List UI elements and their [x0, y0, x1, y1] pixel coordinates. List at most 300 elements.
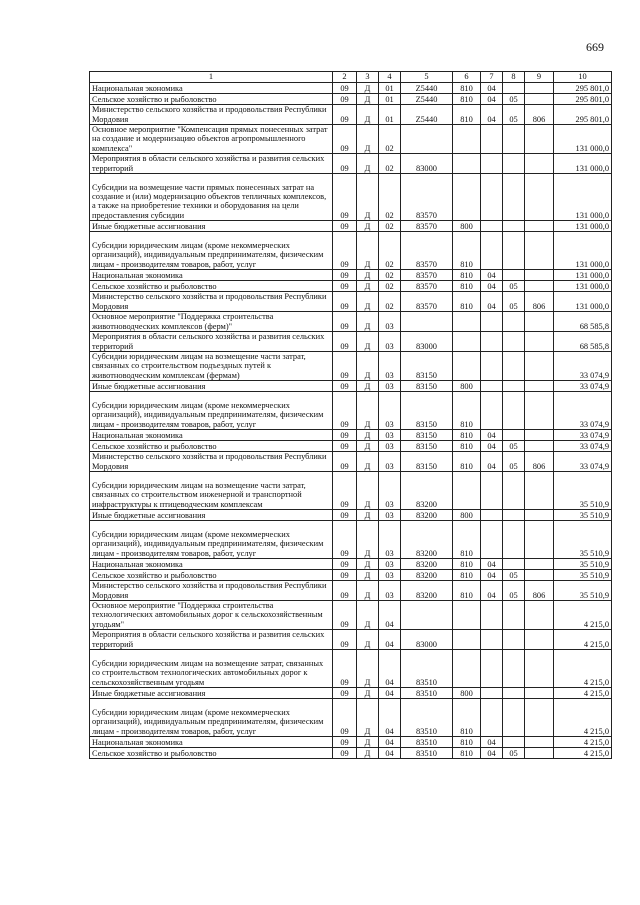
- row-code-cell: [453, 630, 481, 650]
- row-code-cell: 02: [379, 125, 401, 154]
- row-code-cell: 83200: [401, 559, 453, 570]
- row-code-cell: [503, 125, 525, 154]
- row-code-cell: [481, 601, 503, 630]
- table-row: [90, 281, 612, 292]
- row-code-cell: Д: [357, 392, 379, 430]
- row-code-cell: 810: [453, 581, 481, 601]
- row-code-cell: Д: [357, 281, 379, 292]
- row-code-cell: 04: [481, 281, 503, 292]
- row-code-cell: [525, 441, 554, 452]
- row-code-cell: 04: [481, 570, 503, 581]
- row-code-cell: 810: [453, 748, 481, 759]
- row-code-cell: [503, 392, 525, 430]
- row-code-cell: [481, 650, 503, 688]
- row-code-cell: 806: [525, 105, 554, 125]
- header-cell: 1: [90, 72, 333, 83]
- row-code-cell: [453, 174, 481, 221]
- table-row: [90, 270, 612, 281]
- row-name-cell: Субсидии юридическим лицам (кроме некоммерческих организаций), индивидуальным предпринимателям, физическим лицам - производителям товаров, работ, услуг: [90, 699, 333, 737]
- row-code-cell: 810: [453, 452, 481, 472]
- table-row: [90, 154, 612, 174]
- row-code-cell: 03: [379, 430, 401, 441]
- row-amount-cell: 35 510,9: [554, 570, 612, 581]
- table-row: [90, 699, 612, 737]
- row-amount-cell: 295 801,0: [554, 105, 612, 125]
- row-code-cell: 83570: [401, 232, 453, 270]
- row-code-cell: Д: [357, 174, 379, 221]
- row-code-cell: [525, 221, 554, 232]
- page-number: 669: [586, 40, 604, 54]
- header-cell: 3: [357, 72, 379, 83]
- row-code-cell: Z5440: [401, 83, 453, 94]
- row-amount-cell: 35 510,9: [554, 521, 612, 559]
- row-code-cell: 806: [525, 292, 554, 312]
- row-code-cell: [525, 699, 554, 737]
- row-code-cell: 810: [453, 441, 481, 452]
- row-code-cell: Д: [357, 581, 379, 601]
- row-code-cell: 05: [503, 94, 525, 105]
- row-code-cell: 800: [453, 381, 481, 392]
- row-name-cell: Сельское хозяйство и рыболовство: [90, 748, 333, 759]
- row-amount-cell: 131 000,0: [554, 281, 612, 292]
- row-amount-cell: 33 074,9: [554, 392, 612, 430]
- row-code-cell: 09: [333, 174, 357, 221]
- row-code-cell: 810: [453, 521, 481, 559]
- row-code-cell: [525, 125, 554, 154]
- row-code-cell: 83150: [401, 452, 453, 472]
- row-code-cell: Д: [357, 630, 379, 650]
- row-code-cell: 09: [333, 332, 357, 352]
- row-amount-cell: 4 215,0: [554, 699, 612, 737]
- row-amount-cell: 35 510,9: [554, 472, 612, 510]
- row-code-cell: [503, 174, 525, 221]
- row-code-cell: 83200: [401, 570, 453, 581]
- row-code-cell: 09: [333, 392, 357, 430]
- row-code-cell: 09: [333, 312, 357, 332]
- table-row: [90, 452, 612, 472]
- row-code-cell: 83510: [401, 699, 453, 737]
- row-code-cell: [453, 312, 481, 332]
- row-code-cell: 83150: [401, 430, 453, 441]
- row-code-cell: 09: [333, 83, 357, 94]
- row-name-cell: Субсидии юридическим лицам на возмещение части затрат, связанных со строительством подъездных путей к животноводческим комплексам (фермам): [90, 352, 333, 381]
- row-code-cell: 03: [379, 521, 401, 559]
- row-code-cell: Z5440: [401, 94, 453, 105]
- row-code-cell: [503, 737, 525, 748]
- row-code-cell: 05: [503, 581, 525, 601]
- row-code-cell: [525, 570, 554, 581]
- row-code-cell: [481, 221, 503, 232]
- row-code-cell: 05: [503, 570, 525, 581]
- row-name-cell: Министерство сельского хозяйства и продовольствия Республики Мордовия: [90, 581, 333, 601]
- row-code-cell: Д: [357, 125, 379, 154]
- row-amount-cell: 4 215,0: [554, 650, 612, 688]
- row-amount-cell: 295 801,0: [554, 94, 612, 105]
- row-code-cell: [503, 352, 525, 381]
- row-code-cell: 02: [379, 270, 401, 281]
- row-code-cell: [525, 559, 554, 570]
- row-code-cell: Д: [357, 601, 379, 630]
- row-code-cell: 03: [379, 581, 401, 601]
- row-code-cell: Д: [357, 105, 379, 125]
- table-row: [90, 332, 612, 352]
- row-code-cell: 04: [481, 748, 503, 759]
- row-code-cell: [481, 174, 503, 221]
- row-name-cell: Национальная экономика: [90, 559, 333, 570]
- row-code-cell: [503, 154, 525, 174]
- row-name-cell: Субсидии юридическим лицам на возмещение затрат, связанных со строительством технологических автомобильных дорог к сельскохозяйственным угодьям: [90, 650, 333, 688]
- row-amount-cell: 4 215,0: [554, 748, 612, 759]
- row-code-cell: 09: [333, 521, 357, 559]
- row-code-cell: 09: [333, 452, 357, 472]
- row-code-cell: 03: [379, 570, 401, 581]
- row-name-cell: Сельское хозяйство и рыболовство: [90, 94, 333, 105]
- row-code-cell: [481, 688, 503, 699]
- row-amount-cell: 33 074,9: [554, 352, 612, 381]
- row-amount-cell: 131 000,0: [554, 292, 612, 312]
- row-code-cell: 04: [379, 650, 401, 688]
- row-code-cell: 83570: [401, 281, 453, 292]
- budget-table: [89, 71, 612, 759]
- row-code-cell: 09: [333, 510, 357, 521]
- row-name-cell: Иные бюджетные ассигнования: [90, 381, 333, 392]
- row-name-cell: Мероприятия в области сельского хозяйства и развития сельских территорий: [90, 332, 333, 352]
- row-code-cell: [401, 125, 453, 154]
- row-amount-cell: 33 074,9: [554, 441, 612, 452]
- row-code-cell: [401, 601, 453, 630]
- row-code-cell: 09: [333, 570, 357, 581]
- row-code-cell: 09: [333, 559, 357, 570]
- row-code-cell: 03: [379, 312, 401, 332]
- row-code-cell: [525, 521, 554, 559]
- table-row: [90, 292, 612, 312]
- row-code-cell: [525, 748, 554, 759]
- row-code-cell: 09: [333, 352, 357, 381]
- row-code-cell: [503, 699, 525, 737]
- row-amount-cell: 33 074,9: [554, 381, 612, 392]
- row-name-cell: Сельское хозяйство и рыболовство: [90, 441, 333, 452]
- row-name-cell: Иные бюджетные ассигнования: [90, 688, 333, 699]
- row-amount-cell: 4 215,0: [554, 630, 612, 650]
- row-code-cell: [481, 699, 503, 737]
- row-code-cell: 810: [453, 83, 481, 94]
- row-code-cell: 83570: [401, 270, 453, 281]
- row-code-cell: 09: [333, 441, 357, 452]
- table-row: [90, 521, 612, 559]
- row-code-cell: 05: [503, 292, 525, 312]
- row-code-cell: 83570: [401, 174, 453, 221]
- row-code-cell: [481, 392, 503, 430]
- row-code-cell: 09: [333, 430, 357, 441]
- row-amount-cell: 131 000,0: [554, 270, 612, 281]
- table-row: [90, 312, 612, 332]
- row-code-cell: Z5440: [401, 105, 453, 125]
- row-code-cell: Д: [357, 312, 379, 332]
- row-code-cell: [503, 83, 525, 94]
- row-name-cell: Субсидии юридическим лицам на возмещение части затрат, связанных со строительством инженерной и транспортной инфраструктуры к птицеводческим комплексам: [90, 472, 333, 510]
- row-code-cell: 83150: [401, 441, 453, 452]
- row-code-cell: 83000: [401, 154, 453, 174]
- table-row: [90, 441, 612, 452]
- row-code-cell: 806: [525, 452, 554, 472]
- row-code-cell: 04: [481, 94, 503, 105]
- table-row: [90, 581, 612, 601]
- row-code-cell: 09: [333, 601, 357, 630]
- row-code-cell: [525, 601, 554, 630]
- row-code-cell: 09: [333, 232, 357, 270]
- row-amount-cell: 131 000,0: [554, 232, 612, 270]
- row-code-cell: 09: [333, 688, 357, 699]
- row-code-cell: Д: [357, 381, 379, 392]
- row-code-cell: 02: [379, 154, 401, 174]
- header-cell: 10: [554, 72, 612, 83]
- row-code-cell: 83150: [401, 392, 453, 430]
- row-code-cell: 05: [503, 452, 525, 472]
- row-code-cell: [525, 83, 554, 94]
- row-code-cell: Д: [357, 699, 379, 737]
- row-code-cell: 05: [503, 281, 525, 292]
- row-code-cell: 04: [379, 748, 401, 759]
- row-code-cell: 04: [481, 83, 503, 94]
- row-code-cell: [525, 737, 554, 748]
- row-code-cell: Д: [357, 430, 379, 441]
- row-code-cell: 02: [379, 174, 401, 221]
- row-name-cell: Мероприятия в области сельского хозяйства и развития сельских территорий: [90, 154, 333, 174]
- row-code-cell: 04: [379, 601, 401, 630]
- row-name-cell: Национальная экономика: [90, 83, 333, 94]
- row-name-cell: Иные бюджетные ассигнования: [90, 221, 333, 232]
- row-code-cell: [503, 521, 525, 559]
- row-name-cell: Национальная экономика: [90, 430, 333, 441]
- table-row: [90, 174, 612, 221]
- row-code-cell: Д: [357, 270, 379, 281]
- row-code-cell: [525, 270, 554, 281]
- row-code-cell: 03: [379, 510, 401, 521]
- row-amount-cell: 33 074,9: [554, 452, 612, 472]
- row-code-cell: [481, 472, 503, 510]
- row-code-cell: [453, 154, 481, 174]
- row-code-cell: [503, 650, 525, 688]
- row-code-cell: [503, 630, 525, 650]
- row-code-cell: Д: [357, 452, 379, 472]
- header-cell: 7: [481, 72, 503, 83]
- row-code-cell: [401, 312, 453, 332]
- row-code-cell: [503, 332, 525, 352]
- row-name-cell: Сельское хозяйство и рыболовство: [90, 281, 333, 292]
- table-row: [90, 221, 612, 232]
- row-code-cell: [503, 381, 525, 392]
- row-code-cell: [525, 232, 554, 270]
- header-cell: 5: [401, 72, 453, 83]
- row-code-cell: 800: [453, 510, 481, 521]
- row-code-cell: 800: [453, 688, 481, 699]
- row-code-cell: [503, 510, 525, 521]
- row-code-cell: Д: [357, 232, 379, 270]
- row-code-cell: [481, 630, 503, 650]
- row-code-cell: 04: [481, 292, 503, 312]
- table-row: [90, 232, 612, 270]
- row-code-cell: Д: [357, 521, 379, 559]
- row-code-cell: 01: [379, 83, 401, 94]
- row-code-cell: [525, 472, 554, 510]
- row-amount-cell: 68 585,8: [554, 332, 612, 352]
- row-code-cell: [453, 472, 481, 510]
- row-code-cell: 04: [481, 430, 503, 441]
- row-code-cell: [481, 125, 503, 154]
- row-code-cell: [503, 312, 525, 332]
- row-code-cell: [525, 392, 554, 430]
- row-name-cell: Мероприятия в области сельского хозяйства и развития сельских территорий: [90, 630, 333, 650]
- row-code-cell: 09: [333, 630, 357, 650]
- row-code-cell: [503, 559, 525, 570]
- row-code-cell: 01: [379, 94, 401, 105]
- row-code-cell: Д: [357, 570, 379, 581]
- row-code-cell: 810: [453, 94, 481, 105]
- row-amount-cell: 131 000,0: [554, 221, 612, 232]
- row-code-cell: [525, 430, 554, 441]
- row-code-cell: 800: [453, 221, 481, 232]
- row-code-cell: 05: [503, 748, 525, 759]
- table-row: [90, 94, 612, 105]
- row-name-cell: Субсидии юридическим лицам (кроме некоммерческих организаций), индивидуальным предпринимателям, физическим лицам - производителям товаров, работ, услуг: [90, 232, 333, 270]
- row-code-cell: [453, 352, 481, 381]
- row-code-cell: Д: [357, 292, 379, 312]
- row-code-cell: 810: [453, 270, 481, 281]
- row-amount-cell: 131 000,0: [554, 125, 612, 154]
- row-code-cell: 02: [379, 221, 401, 232]
- row-code-cell: 83150: [401, 381, 453, 392]
- row-amount-cell: 4 215,0: [554, 601, 612, 630]
- row-amount-cell: 35 510,9: [554, 581, 612, 601]
- row-code-cell: 03: [379, 452, 401, 472]
- row-name-cell: Субсидии на возмещение части прямых понесенных затрат на создание и (или) модернизацию объектов тепличных комплексов, а также на приобретение техники и оборудования на цели предоставления субсидии: [90, 174, 333, 221]
- row-code-cell: [481, 232, 503, 270]
- row-code-cell: 09: [333, 650, 357, 688]
- row-code-cell: 806: [525, 581, 554, 601]
- row-code-cell: 83510: [401, 688, 453, 699]
- row-code-cell: [481, 332, 503, 352]
- row-code-cell: [503, 430, 525, 441]
- row-name-cell: Субсидии юридическим лицам (кроме некоммерческих организаций), индивидуальным предпринимателям, физическим лицам - производителям товаров, работ, услуг: [90, 521, 333, 559]
- row-amount-cell: 4 215,0: [554, 688, 612, 699]
- row-code-cell: [453, 125, 481, 154]
- row-code-cell: [525, 688, 554, 699]
- header-cell: 8: [503, 72, 525, 83]
- table-row: [90, 737, 612, 748]
- row-code-cell: [525, 154, 554, 174]
- row-code-cell: [525, 281, 554, 292]
- row-name-cell: Сельское хозяйство и рыболовство: [90, 570, 333, 581]
- row-code-cell: [453, 601, 481, 630]
- row-code-cell: 810: [453, 232, 481, 270]
- row-code-cell: 03: [379, 559, 401, 570]
- row-code-cell: 810: [453, 559, 481, 570]
- row-code-cell: 03: [379, 381, 401, 392]
- row-code-cell: 810: [453, 737, 481, 748]
- header-cell: 4: [379, 72, 401, 83]
- row-code-cell: [481, 312, 503, 332]
- table-row: [90, 430, 612, 441]
- row-code-cell: 05: [503, 441, 525, 452]
- row-code-cell: 83200: [401, 521, 453, 559]
- row-code-cell: [525, 174, 554, 221]
- row-amount-cell: 131 000,0: [554, 174, 612, 221]
- row-amount-cell: 35 510,9: [554, 559, 612, 570]
- row-code-cell: Д: [357, 510, 379, 521]
- row-code-cell: 04: [481, 452, 503, 472]
- row-code-cell: Д: [357, 332, 379, 352]
- row-code-cell: 810: [453, 105, 481, 125]
- table-row: [90, 650, 612, 688]
- row-code-cell: [525, 94, 554, 105]
- row-code-cell: [525, 381, 554, 392]
- table-row: [90, 688, 612, 699]
- row-code-cell: 04: [379, 699, 401, 737]
- table-row: [90, 472, 612, 510]
- row-code-cell: 09: [333, 281, 357, 292]
- row-code-cell: Д: [357, 221, 379, 232]
- row-code-cell: [525, 650, 554, 688]
- header-cell: 6: [453, 72, 481, 83]
- row-name-cell: Министерство сельского хозяйства и продовольствия Республики Мордовия: [90, 292, 333, 312]
- row-code-cell: [525, 332, 554, 352]
- table-row: [90, 601, 612, 630]
- row-code-cell: 03: [379, 332, 401, 352]
- row-code-cell: [525, 630, 554, 650]
- row-code-cell: 810: [453, 392, 481, 430]
- row-code-cell: 09: [333, 472, 357, 510]
- row-code-cell: 83570: [401, 292, 453, 312]
- row-amount-cell: 35 510,9: [554, 510, 612, 521]
- row-code-cell: 810: [453, 281, 481, 292]
- row-code-cell: [503, 270, 525, 281]
- row-code-cell: Д: [357, 154, 379, 174]
- row-code-cell: 03: [379, 352, 401, 381]
- row-name-cell: Министерство сельского хозяйства и продовольствия Республики Мордовия: [90, 452, 333, 472]
- row-code-cell: Д: [357, 472, 379, 510]
- row-code-cell: 83200: [401, 581, 453, 601]
- row-code-cell: [453, 332, 481, 352]
- row-code-cell: [481, 521, 503, 559]
- row-code-cell: Д: [357, 94, 379, 105]
- row-code-cell: 810: [453, 570, 481, 581]
- row-code-cell: 02: [379, 232, 401, 270]
- row-code-cell: 04: [481, 737, 503, 748]
- row-code-cell: 09: [333, 748, 357, 759]
- row-code-cell: 02: [379, 281, 401, 292]
- row-code-cell: [481, 381, 503, 392]
- table-row: [90, 510, 612, 521]
- row-code-cell: [525, 510, 554, 521]
- table-row: [90, 83, 612, 94]
- row-code-cell: 04: [379, 737, 401, 748]
- table-row: [90, 352, 612, 381]
- row-code-cell: 09: [333, 737, 357, 748]
- row-code-cell: 09: [333, 105, 357, 125]
- row-name-cell: Национальная экономика: [90, 737, 333, 748]
- row-code-cell: Д: [357, 748, 379, 759]
- row-amount-cell: 131 000,0: [554, 154, 612, 174]
- row-name-cell: Иные бюджетные ассигнования: [90, 510, 333, 521]
- table-row: [90, 381, 612, 392]
- row-code-cell: Д: [357, 441, 379, 452]
- header-cell: 9: [525, 72, 554, 83]
- row-code-cell: 05: [503, 105, 525, 125]
- row-code-cell: [481, 510, 503, 521]
- table-row: [90, 125, 612, 154]
- row-code-cell: 83150: [401, 352, 453, 381]
- row-amount-cell: 4 215,0: [554, 737, 612, 748]
